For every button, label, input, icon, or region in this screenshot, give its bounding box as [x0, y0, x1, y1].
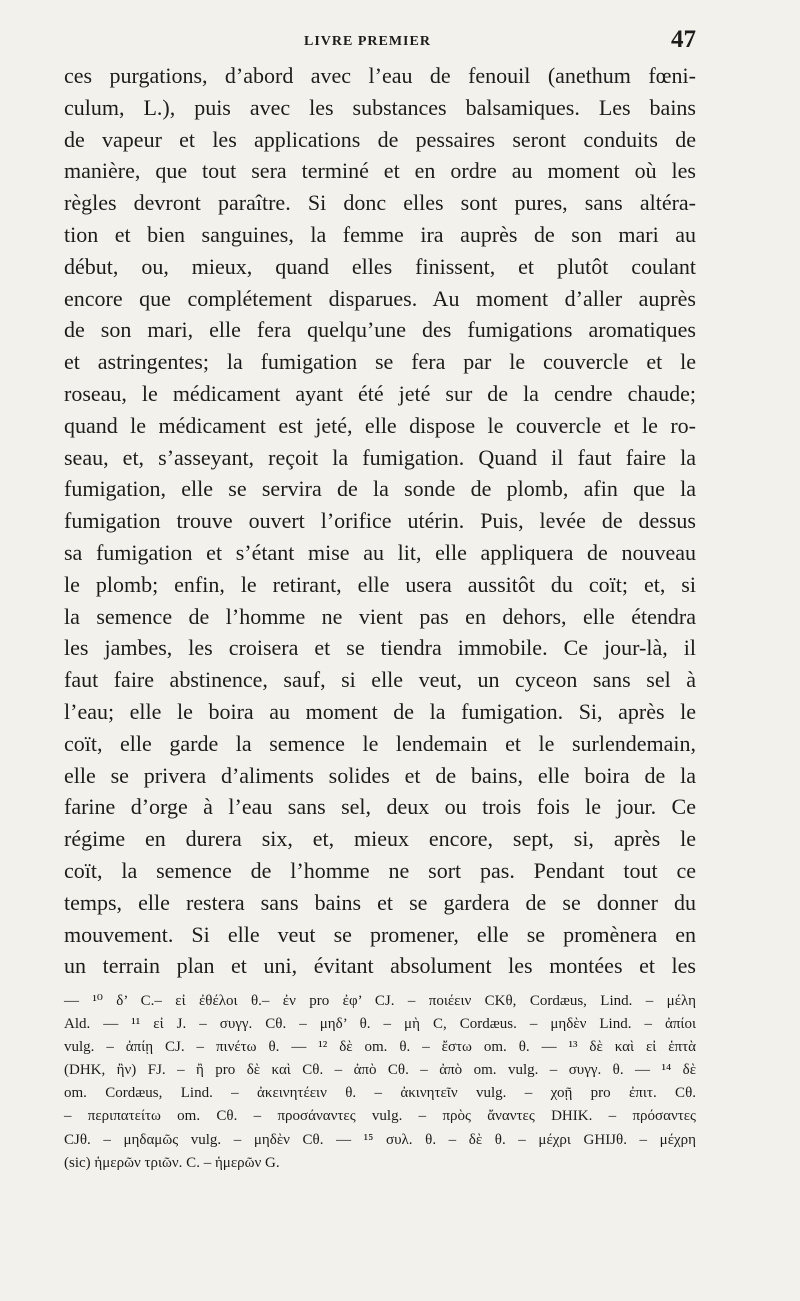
text-line: faut faire abstinence, sauf, si elle veut, un cycеon sans sel à: [64, 667, 696, 693]
text-line: quand le médicament est jeté, elle dispose le couvercle et le ro-: [64, 412, 696, 438]
text-line: coït, elle garde la semence le lendemain et le surlendemain,: [64, 730, 696, 756]
page-number: 47: [671, 26, 696, 53]
text-line: sa fumigation et s’étant mise au lit, elle appliquera de nouveau: [64, 539, 696, 565]
text-line: tion et bien sanguines, la femme ira auprès de son mari au: [64, 221, 696, 247]
footnote-line: vulg. – ἀπίῃ CJ. – πινέτω θ. — ¹² δὲ om. θ. – ἔστω om. θ. — ¹³ δὲ καὶ εἰ ἑπτὰ: [64, 1039, 696, 1056]
text-line: manière, que tout sera terminé et en ordre au moment où les: [64, 158, 696, 184]
text-line: le plomb; enfin, le retirant, elle usera aussitôt du coït; et, si: [64, 571, 696, 597]
running-head: [64, 26, 696, 56]
footnote-line: Ald. — ¹¹ εἰ J. – συγγ. Cθ. – μηδ’ θ. – μὴ C, Cordæus. – μηδὲν Lind. – ἀπίοι: [64, 1016, 696, 1033]
footnotes: [64, 990, 696, 1175]
text-line: culum, L.), puis avec les substances balsamiques. Les bains: [64, 94, 696, 120]
text-line: de son mari, elle fera quelqu’une des fumigations aromatiques: [64, 317, 696, 343]
footnote-line: (sic) ἡμερῶν τριῶν. C. – ἡμερῶν G.: [64, 1154, 280, 1171]
text-line: régime en durera six, et, mieux encore, sept, si, après le: [64, 826, 696, 852]
text-line: seau, et, s’asseyant, reçoit la fumigation. Quand il faut faire la: [64, 444, 696, 470]
text-line: l’eau; elle le boira au moment de la fumigation. Si, après le: [64, 698, 696, 724]
body-text: [64, 60, 696, 982]
text-line: les jambes, les croisera et se tiendra immobile. Ce jour-là, il: [64, 635, 696, 661]
text-line: la semence de l’homme ne vient pas en dehors, elle étendra: [64, 603, 696, 629]
footnote-line: – περιπατείτω om. Cθ. – προσάναντες vulg. – πρὸς ἄναντες DHIK. – πρόσαντες: [64, 1108, 696, 1125]
footnote-line: om. Cordæus, Lind. – ἀκεινητέειν θ. – ἀκινητεῖν vulg. – χοῇ pro ἐπιτ. Cθ.: [64, 1085, 696, 1102]
text-line: règles devront paraître. Si donc elles sont pures, sans altéra-: [64, 190, 696, 216]
text-line: ces purgations, d’abord avec l’eau de fenouil (anethum fœni-: [64, 63, 696, 88]
text-line: temps, elle restera sans bains et se gardera de se donner du: [64, 889, 696, 915]
running-title: LIVRE PREMIER: [304, 34, 431, 49]
text-line: mouvement. Si elle veut se promener, elle se promènera en: [64, 921, 696, 947]
text-line: de vapeur et les applications de pessaires seront conduits de: [64, 126, 696, 152]
text-line: farine d’orge à l’eau sans sel, deux ou trois fois le jour. Ce: [64, 794, 696, 820]
text-line: un terrain plan et uni, évitant absolument les montées et les: [64, 953, 696, 979]
footnote-line: CJθ. – μηδαμῶς vulg. – μηδὲν Cθ. — ¹⁵ συλ. θ. – δὲ θ. – μέχρι GHIJθ. – μέχρη: [64, 1131, 696, 1148]
text-line: début, ou, mieux, quand elles finissent, et plutôt coulant: [64, 253, 696, 279]
text-line: et astringentes; la fumigation se fera par le couvercle et le: [64, 349, 696, 375]
footnote-line: (DHK, ἢν) FJ. – ἢ pro δὲ καὶ Cθ. – ἀπὸ Cθ. – ἀπὸ om. vulg. – συγγ. θ. — ¹⁴ δὲ: [64, 1062, 696, 1079]
footnote-line: — ¹⁰ δ’ C.– εἰ ἐθέλοι θ.– ἐν pro ἐφ’ CJ. – ποιέειν CKθ, Cordæus, Lind. – μέλη: [64, 993, 696, 1009]
text-line: coït, la semence de l’homme ne sort pas. Pendant tout ce: [64, 857, 696, 883]
text-line: fumigation trouve ouvert l’orifice utérin. Puis, levée de dessus: [64, 508, 696, 534]
text-line: elle se privera d’aliments solides et de bains, elle boira de la: [64, 762, 696, 788]
text-line: encore que complétement disparues. Au moment d’aller auprès: [64, 285, 696, 311]
text-line: fumigation, elle se servira de la sonde de plomb, afin que la: [64, 476, 696, 502]
text-line: roseau, le médicament ayant été jeté sur de la cendre chaude;: [64, 380, 696, 406]
